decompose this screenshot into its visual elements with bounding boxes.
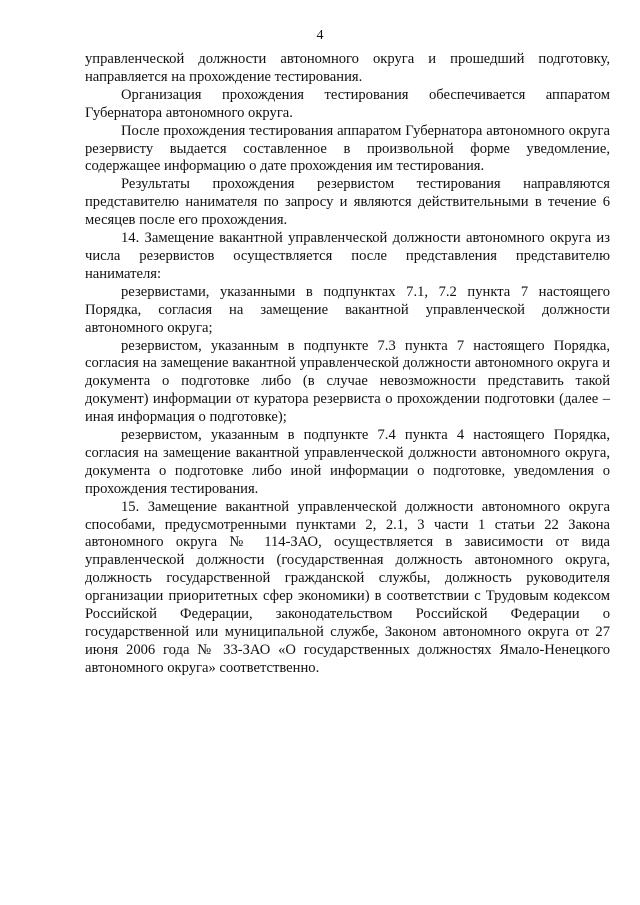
paragraph-item-14: 14. Замещение вакантной управленческой должности автономного округа из числа резервистов осуществляется после представления представителю нанимателя:	[85, 230, 610, 282]
document-body	[85, 51, 610, 678]
paragraph-testing-notice: После прохождения тестирования аппаратом Губернатора автономного округа резервисту выдается составленное в произвольной форме уведомление, содержащее информацию о дате прохождения им тестирования.	[85, 122, 610, 175]
paragraph-item-14-sub-2: резервистом, указанным в подпункте 7.3 пункта 7 настоящего Порядка, согласия на замещение вакантной управленческой должности автономного округа и документа о подготовке либо (в случае невозможности представить такой документ) информации от куратора резервиста о прохождении подготовки (далее – иная информация о подготовке);	[85, 337, 610, 426]
paragraph-item-15: 15. Замещение вакантной управленческой должности автономного округа способами, предусмотренными пунктами 2, 2.1, 3 части 1 статьи 22 Закона автономного округа № 114-ЗАО, осуществляется в зависимости от вида управленческой должности (государственная должность автономного округа, должность государственной гражданской службы, должность руководителя организации приоритетных сфер экономики) в соответствии с Трудовым кодексом Российской Федерации, законодательством Российской Федерации о государственной или муниципальной службе, Законом автономного округа от 27 июня 2006 года № 33-ЗАО «О государственных должностях Ямало-Ненецкого автономного округа» соответственно.	[85, 498, 610, 676]
paragraph-continuation: управленческой должности автономного округа и прошедший подготовку, направляется на прохождение тестирования.	[85, 51, 610, 85]
page-number: 4	[316, 28, 324, 43]
paragraph-item-14-sub-3: резервистом, указанным в подпункте 7.4 пункта 4 настоящего Порядка, согласия на замещение вакантной управленческой должности автономного округа, документа о подготовке либо иной информации о подготовке, уведомления о прохождения тестирования.	[85, 427, 610, 497]
paragraph-item-14-sub-1: резервистами, указанными в подпунктах 7.1, 7.2 пункта 7 настоящего Порядка, согласия на замещение вакантной управленческой должности автономного округа;	[85, 283, 610, 336]
paragraph-testing-results: Результаты прохождения резервистом тестирования направляются представителю нанимателя по запросу и являются действительными в течение 6 месяцев после его прохождения.	[85, 176, 610, 229]
paragraph-testing-organization: Организация прохождения тестирования обеспечивается аппаратом Губернатора автономного округа.	[85, 86, 610, 121]
